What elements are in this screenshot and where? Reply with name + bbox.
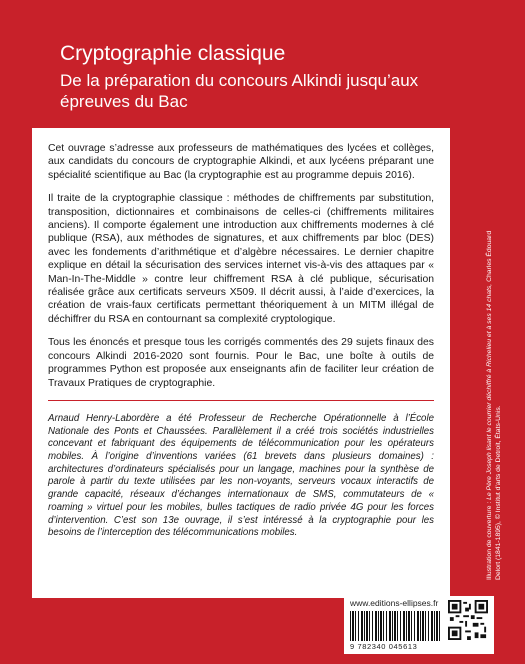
cover-credit	[485, 230, 503, 580]
content-paragraph: Il traite de la cryptographie classique : méthodes de chiffrements par substitution, transposition, dictionnaires et combinaisons de celles-ci (chiffrements militaires anciens). Il comporte également une introduction aux chiffrements modernes à clé publique (RSA), aux méthodes de signatures, et aux chiffrements par bloc (DES) avec les fondements d’arithmétique et d’algèbre nécessaires. Le dernier chapitre explique en détail la sécurisation des services internet vis-à-vis des attaques par « Man-In-The-Middle » contre leur chiffrement RSA à clé publique, sécurisation réalisée grâce aux certificats serveurs X509. Il décrit aussi, à l’aide d’exercices, la création de vrais-faux certificats permettant théoriquement à un MITM illégal de déchiffrer du RSA en contournant sa complexité cryptologique.	[48, 193, 434, 325]
title-block	[60, 42, 440, 112]
isbn-number: 9 782340 045613	[350, 642, 418, 651]
exercises-paragraph: Tous les énoncés et presque tous les corrigés commentés des 29 sujets finaux des concours Alkindi 2016-2020 sont fournis. Pour le Bac, une boîte à outils de programmes Python est proposée aux enseignants afin de faciliter leur création de Travaux Pratiques de cryptographie.	[48, 337, 434, 389]
qr-code-icon	[448, 600, 488, 640]
credit-rest: Charles Édouard Delort (1841-1895), © Institut d’arts de Detroit, États-Unis.	[486, 230, 502, 580]
description-panel	[32, 128, 450, 598]
publisher-url[interactable]: www.editions-ellipses.fr	[350, 598, 439, 608]
credit-prefix: Illustration de couverture :	[486, 499, 493, 580]
intro-paragraph: Cet ouvrage s’adresse aux professeurs de mathématiques des lycées et collèges, aux candidats du concours de cryptographie Alkindi, et aux lycéens préparant une spécialité scientifique au Bac (la cryptographie est au programme depuis 2016).	[48, 143, 434, 181]
credit-italic: Le Père Joseph lisant le courrier déchiffré à Richelieu et à ses 14 chats,	[486, 283, 493, 500]
book-title: Cryptographie classique	[60, 42, 286, 65]
author-bio: Arnaud Henry-Labordère a été Professeur de Recherche Opérationnelle à l’École Nationale des Ponts et Chaussées. Parallèlement il a créé trois sociétés industrielles concevant et fabriquant des équipements de télécommunication pour les opérateurs mobiles. À l’origine d’inventions variées (61 brevets dans plusieurs domaines) : architectures d’ordinateurs spécialisés pour un langage, machines pour la synthèse de parole à partir du texte utilisées par les non-voyants, serveurs vocaux interactifs de grande capacité, réseaux d’échanges internationaux de SMS, commutateurs de « roaming » virtuel pour les mobiles, bulles tactiques de radio privée 4G pour les forces d’intervention. C’est son 13e ouvrage, il s’est intéressé à la cryptographie pour les besoins de l’interception des télécommunications mobiles.	[48, 412, 434, 539]
barcode-box	[344, 596, 494, 654]
divider	[48, 400, 434, 401]
book-subtitle: De la préparation du concours Alkindi jusqu’aux épreuves du Bac	[60, 71, 419, 111]
barcode-icon	[350, 611, 440, 641]
